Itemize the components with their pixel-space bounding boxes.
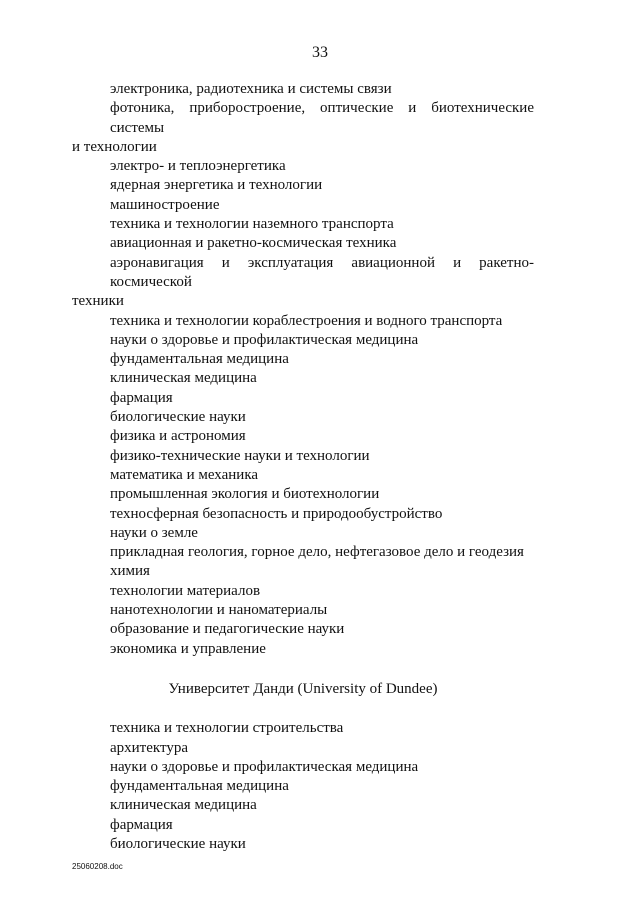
list-item — [72, 312, 534, 331]
list-item — [72, 835, 534, 854]
list-item-text: прикладная геология, горное дело, нефтегазовое дело и геодезия — [110, 544, 524, 561]
list-item-text: физико-технические науки и технологии — [110, 447, 370, 464]
list-item — [72, 331, 534, 350]
list-item-text: фармация — [110, 389, 173, 406]
list-item-text: ядерная энергетика и технологии — [110, 177, 323, 194]
list-item-text: техника и технологии строительства — [110, 720, 344, 737]
list-item-continuation: и технологии — [72, 138, 157, 155]
list-item — [72, 620, 534, 639]
list-item-text: биологические науки — [110, 835, 246, 852]
list-item — [72, 485, 534, 504]
list-item-continuation: техники — [72, 293, 124, 310]
list-item — [72, 176, 534, 195]
field-list — [72, 80, 534, 659]
list-item-text: химия — [110, 563, 150, 580]
list-item — [72, 447, 534, 466]
list-item-text: клиническая медицина — [110, 797, 257, 814]
field-list — [72, 719, 534, 854]
list-item-text: аэронавигация и эксплуатация авиационной и ракетно-космической — [110, 254, 534, 290]
list-item-text: науки о здоровье и профилактическая медицина — [110, 758, 419, 775]
list-item-text: науки о земле — [110, 524, 198, 541]
list-item-text: техника и технологии наземного транспорта — [110, 216, 394, 233]
list-item-text: техносферная безопасность и природообустройство — [110, 505, 443, 522]
list-item-text: науки о здоровье и профилактическая медицина — [110, 331, 419, 348]
list-item-text: математика и механика — [110, 466, 259, 483]
list-item-text: авиационная и ракетно-космическая техника — [110, 235, 397, 252]
list-item — [72, 466, 534, 485]
list-item — [72, 719, 534, 738]
list-item — [72, 408, 534, 427]
list-item-text: клиническая медицина — [110, 370, 257, 387]
list-item — [72, 524, 534, 543]
list-item-text: биологические науки — [110, 409, 246, 426]
list-item-text: фотоника, приборостроение, оптические и биотехнические системы — [110, 100, 534, 136]
list-item — [72, 389, 534, 408]
list-item — [72, 234, 534, 253]
list-item-text: машиностроение — [110, 196, 220, 213]
list-item-text: технологии материалов — [110, 582, 261, 599]
list-item — [72, 254, 534, 312]
list-item — [72, 543, 534, 562]
list-item — [72, 562, 534, 581]
list-item — [72, 157, 534, 176]
list-item-text: промышленная экология и биотехнологии — [110, 486, 380, 503]
list-item — [72, 505, 534, 524]
list-item-text: архитектура — [110, 739, 189, 756]
list-item — [72, 739, 534, 758]
list-item-text: фундаментальная медицина — [110, 778, 289, 795]
list-item — [72, 582, 534, 601]
list-item — [72, 196, 534, 215]
list-item — [72, 816, 534, 835]
list-item-text: образование и педагогические науки — [110, 621, 345, 638]
list-item-text: нанотехнологии и наноматериалы — [110, 602, 328, 619]
list-item — [72, 427, 534, 446]
list-item — [72, 601, 534, 620]
list-item — [72, 796, 534, 815]
page-number: 33 — [312, 44, 328, 61]
document-body — [72, 80, 534, 854]
list-item-text: электро- и теплоэнергетика — [110, 158, 286, 175]
file-name: 25060208.doc — [72, 862, 123, 871]
list-item — [72, 80, 534, 99]
section-heading: Университет Данди (University of Dundee) — [168, 680, 438, 697]
list-item — [72, 350, 534, 369]
list-item-text: техника и технологии кораблестроения и водного транспорта — [110, 312, 503, 329]
list-item — [72, 215, 534, 234]
list-item-text: экономика и управление — [110, 640, 266, 657]
list-item-text: электроника, радиотехника и системы связи — [110, 81, 392, 97]
list-item-text: фундаментальная медицина — [110, 351, 289, 368]
list-item — [72, 369, 534, 388]
list-item-text: физика и астрономия — [110, 428, 246, 445]
list-item — [72, 99, 534, 157]
list-item — [72, 777, 534, 796]
list-item-text: фармация — [110, 816, 173, 833]
list-item — [72, 758, 534, 777]
list-item — [72, 640, 534, 659]
